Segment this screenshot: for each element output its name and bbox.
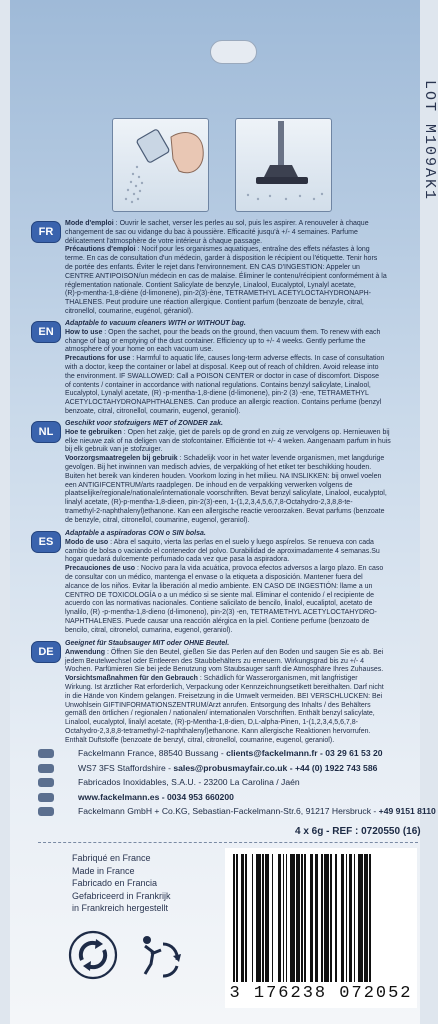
section-line: alcance de los niños. Evitar la liberación al medio ambiente. EN CASO DE INGESTIÓN: llame a un (65, 582, 373, 590)
contact-row (38, 790, 418, 805)
section-line: Voorzorgsmaatregelen bij gebruik : Schadelijk voor in het water levende organismen, met langdurige (65, 455, 385, 463)
section-title: Geeignet für Staubsauger MIT oder OHNE Beutel. (65, 640, 230, 647)
section-line: de portée des enfants. Éviter le rejet dans l'environnement. EN CAS D'INGESTION: Appeler un (65, 263, 360, 271)
country-flag-icon (38, 807, 54, 816)
section-line: plaatselijke/regionale/nationale/internationale voorschriften. Bevat benzyl salicylate, Linalool, eucalyptol, (65, 490, 387, 498)
section-line: Buiten het bereik van kinderen houden. Voorkom lozing in het milieu. NA INSLIKKEN: bij onwel voelen (65, 472, 382, 480)
section-text (65, 640, 417, 746)
section-line: Précautions d'emploi : Nocif pour les organismes aquatiques, entraîne des effets néfastes à long (65, 246, 370, 254)
section-line: Modo de uso : Abra el saquito, vierta las perlas en el suelo y luego aspírelos. Se renueva con cada (65, 538, 374, 546)
section-line: ACETYLOCTAHYDRONAPHTHALENES. Can produce an allergic reaction. Contains perfume (benzyl (65, 399, 382, 407)
country-flag-icon (38, 793, 54, 802)
section-line: de benzyle, citral, citronellol, coumarine, eugenol, geraniol). (65, 516, 250, 524)
barcode-bars (233, 854, 409, 982)
section-line: terme. En cas de consultation d'un médecin, garder à disposition le récipient ou l'étiquette. Tenir hors (65, 255, 378, 263)
section-line: (R)-p-mentha-1,8-diène (d-limonene), pin-2(3)-ène, TETRAMETHYL ACETYLOCTAHYDRONAPH- (65, 290, 372, 298)
section-line: acuerdo con las normativas nacionales. Contiene salicilato de bencilo, linalol, eucaliptol, acetato de (65, 600, 373, 608)
section-line: changement de sac ou vidange du bac à poussière. Efficacité jusqu'à +/- 4 semaines. Parfume (65, 228, 358, 236)
section-line: elke nieuwe zak of na deligen van de stofcontainer. Efficiëntie tot +/- 4 weken. Aangenaam parfum in huis (65, 437, 391, 445)
section-line: délicatement l'atmosphère de votre intérieur à chaque passage. (65, 237, 263, 245)
section-line: with a doctor, keep the container or label at disposal. Keep out of reach of children. Avoid release into (65, 363, 379, 371)
section-line: citronellol, coumarine, eugénol, géraniol). (65, 307, 194, 315)
origin-line: in Frankreich hergestellt (72, 903, 169, 913)
section-text (65, 220, 417, 317)
section-line: Hoe te gebruiken : Open het zakje, giet de parels op de grond en zuig ze vervolgens op. Hernieuwen bij (65, 428, 390, 436)
barcode-number: 3 176238 072052 (229, 984, 413, 1003)
section-line: How to use : Open the sachet, pour the beads on the ground, then vacuum them. To renew with each (65, 328, 381, 336)
origin-statement (72, 852, 171, 915)
section-line: lynalilo, (R) -p-mentha-1,8-dieno (d-limoneno), pin-2(3) -en, TETRAMETHYL ACETYLOCTAHYDRO- (65, 609, 377, 617)
package-back (10, 0, 438, 1024)
section-line: Linalool, eucalyptol, linalyl acetate, (R)-p-Mentha-1,8-dien, D,L-alpha-Pinen, 1-(1,2,3,4,5,6,7,8- (65, 719, 358, 727)
section-line: cambio de bolsa o vaciando el contenedor del polvo. Durabilidad de aproximadamente 4 semanas.Su (65, 547, 380, 555)
section-line: jedem Beutelwechsel oder Entleeren des Staubbehälters zu erneuern. Wirkungsgrad bis zu +/- 4 (65, 657, 365, 665)
language-badge: ES (32, 532, 60, 552)
pour-beads-pictogram (112, 118, 209, 212)
country-flag-icon (38, 778, 54, 787)
section-line: the environment. IF SWALLOWED: Call a POISON CENTER or doctor in case of discomfort. Dispose (65, 372, 380, 380)
section-line: gemäß den örtlichen / regionalen / nationalen/ internationalen Vorschriften. Enthält benzyl salicylate, (65, 710, 375, 718)
section-line: of contents / container in accordance with national regulations. Contains benzyl salicylate, Linalool, (65, 381, 371, 389)
contact-row (38, 804, 436, 819)
section-title: Adaptable a aspiradoras CON o SIN bolsa. (65, 530, 206, 537)
section-line: NAPHTHALENES. Puede causar una reacción alérgica en la piel. Contiene perfume (benzoato de (65, 617, 370, 625)
section-line: CENTRE ANTIPOISON/un médecin en cas de malaise. Éliminer le contenu/récipient conformément à la (65, 272, 387, 280)
contact-text: Fabricados Inoxidables, S.A.U. - 23200 La Carolina / Jaén (78, 777, 300, 787)
contact-row (38, 761, 418, 776)
origin-line: Fabricado en Francia (72, 878, 158, 888)
section-line: Enthält Duftstoffe (benzoate de benzyl, citral, citronellol, coumarine, eugenol, geraniol). (65, 736, 335, 744)
section-line: Precauciones de uso : Nocivo para la vida acuática, provoca efectos adversos a largo plazo. En caso (65, 565, 384, 573)
contact-row (38, 746, 418, 761)
hang-hole (210, 40, 257, 64)
language-badge: NL (32, 422, 60, 442)
origin-line: Fabriqué en France (72, 853, 151, 863)
section-line: Unwohlsein GIFTINFORMATIONSZENTRUM/Arzt anrufen. Entsorgung des Inhalts / des Behälters (65, 701, 371, 709)
section-line: benzoate, citral, citronellol, coumarin, eugenol, geraniol). (65, 407, 241, 415)
section-title: Adaptable to vacuum cleaners WITH or WITHOUT bag. (65, 320, 246, 327)
section-line: bencilo, citral, citronelol, cumarina, eugenol, geraniol). (65, 626, 233, 634)
section-line: Wirkung. Ist ärztlicher Rat erforderlich, Verpackung oder Kennzeichnungsetikett bereithalten. Darf nicht (65, 683, 384, 691)
recycling-arrows-icon (68, 930, 118, 980)
section-text (65, 320, 417, 417)
section-line: hogar quedará dulcemente perfumado cada vez que pasa la aspiradora. (65, 556, 290, 564)
contact-text: WS7 3FS Staffordshire - sales@probusmayfair.co.uk - +44 (0) 1922 743 586 (78, 762, 378, 773)
section-line: Mode d'emploi : Ouvrir le sachet, verser les perles au sol, puis les aspirer. A renouveler à chaque (65, 220, 369, 227)
origin-line: Made in France (72, 865, 135, 876)
barcode (225, 848, 417, 1008)
lot-number: LOT M109AK1 (421, 80, 438, 202)
section-line: in die Hände von Kindern gelangen. Freisetzung in die Umwelt vermeiden. BEI VERSCHLUCKEN: Bei (65, 692, 383, 700)
contact-list (38, 746, 436, 819)
section-line: linalyl acetate, (R)-p-mentha-1,8-dieen, pin-2(3)-een, 1-(1,2,3,4,5,6,7,8-Octahydro-2,3,8,8-te- (65, 499, 353, 507)
section-line: een ANTIGIFCENTRUM/arts raadplegen. De inhoud en de verpakking verwerken volgens de (65, 481, 353, 489)
section-line: CENTRO DE TOXICOLOGÍA o a un médico si se siente mal. Eliminar el contenido / el recipiente de (65, 591, 375, 599)
section-line: Octahydro-2,3,8,8-tetramethyl-2-naphthalenyl)ethanone. Kann allergische Reaktionen hervorrufen. (65, 727, 371, 735)
section-line: réglementation nationale. Contient Salicylate de benzyle, Linalool, Eucalyptol, Lynalyl acetate, (65, 281, 356, 289)
section-line: Eucalyptol, Lynalyl acetate, (R) -p-mentha-1,8-diene (d-limonene), pin-2 (3) -ene, TETRAMETHYL (65, 390, 369, 398)
triman-icon (133, 930, 183, 980)
section-line: Wochen. Parfümieren Sie bei jede Benutzung vom Staubsauger sanft die Atmosphäre Ihres Zuhauses. (65, 666, 384, 674)
section-text (65, 420, 417, 526)
section-text (65, 530, 417, 636)
vacuum-nozzle-pictogram (235, 118, 332, 212)
section-line: Vorsichtsmaßnahmen für den Gebrauch : Schädlich für Wasserorganismen, mit langfristiger (65, 675, 358, 683)
section-line: Precautions for use : Harmful to aquatic life, causes long-term adverse effects. In case of consultation (65, 355, 385, 363)
contact-text: Fackelmann France, 88540 Bussang - clients@fackelmann.fr - 03 29 61 53 20 (78, 748, 383, 758)
country-flag-icon (38, 764, 54, 773)
origin-line: Gefabriceerd in Frankrijk (72, 890, 171, 901)
contact-row (38, 775, 418, 790)
section-line: change of bag or emptying of the dust container. Efficiency up to +/- 4 weeks. Gently perfume the (65, 337, 366, 345)
section-line: tramethyl-2-naphthalenyl)ethanone. Kan een allergische reactie veroorzaken. Bevat parfums (benzoate (65, 507, 385, 515)
section-line: bij elk gebruik van je stofzuiger. (65, 446, 163, 454)
section-line: de consultar con un médico, mantenga el envase o la etiqueta a disposición. Mantener fuera del (65, 573, 363, 581)
section-line: gevolgen. Bij het inwinnen van medisch advies, de verpakking of het etiket ter beschikking houden. (65, 463, 372, 471)
product-reference: 4 x 6g - REF : 0720550 (16) (295, 826, 421, 837)
section-line: THALENES. Peut produire une réaction allergique. Contient parfum (benzoate de benzyle, citral, (65, 299, 364, 307)
country-flag-icon (38, 749, 54, 758)
contact-text: www.fackelmann.es - 0034 953 660200 (78, 791, 234, 802)
section-line: atmosphere of your home on each vacuum use. (65, 346, 214, 354)
contact-text: Fackelmann GmbH + Co.KG, Sebastian-Fackelmann-Str.6, 91217 Hersbruck - +49 9151 8110 (78, 806, 436, 816)
language-badge: DE (32, 642, 60, 662)
section-title: Geschikt voor stofzuigers MET of ZONDER zak. (65, 420, 223, 427)
section-line: Anwendung : Öffnen Sie den Beutel, gießen Sie das Perlen auf den Boden und saugen Sie es ab. Bei (65, 648, 384, 656)
divider (38, 842, 418, 843)
language-badge: EN (32, 322, 60, 342)
language-badge: FR (32, 222, 60, 242)
